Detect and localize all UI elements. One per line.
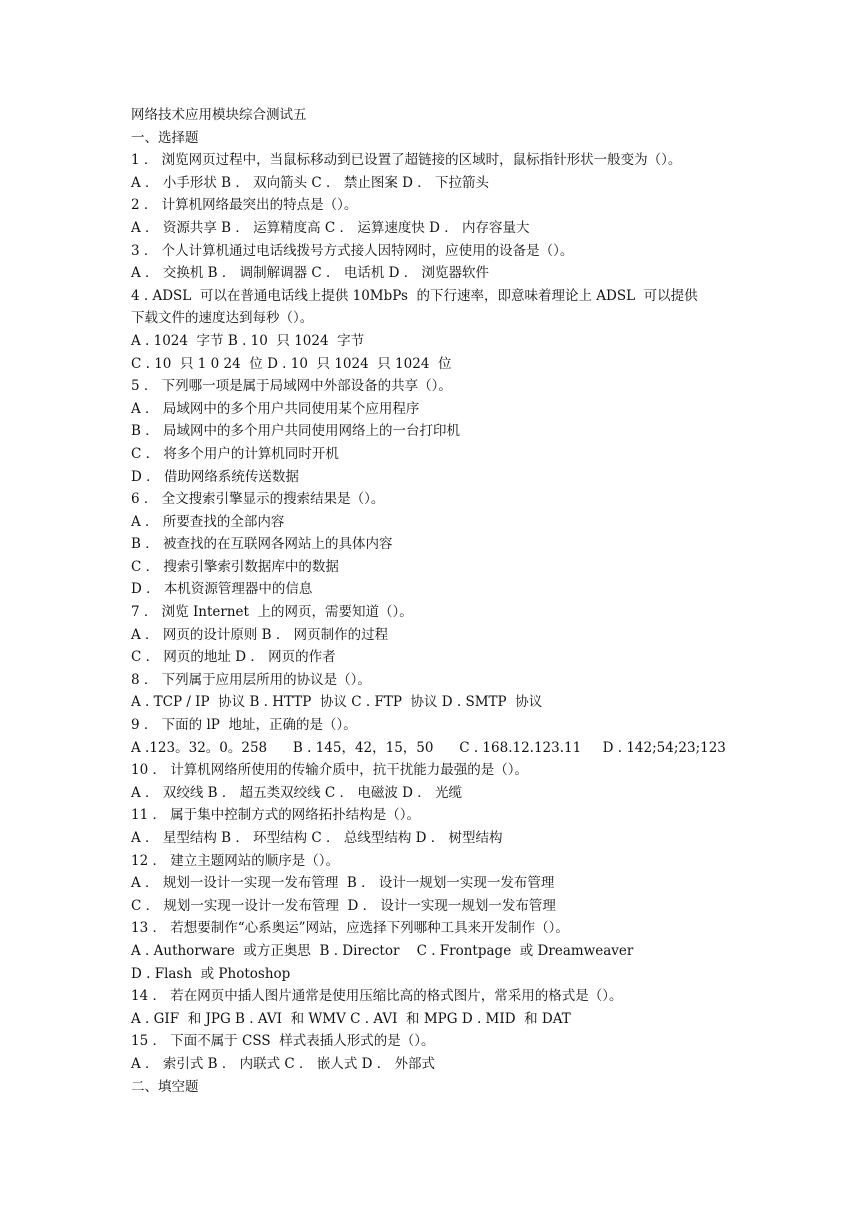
text-line: A . GIF 和 JPG B . AVI 和 WMV C . AVI 和 MPG D . MID 和 DAT [131, 1010, 571, 1027]
text-line: 二、填空题 [131, 1078, 199, 1095]
text-line: A ． 所要查找的全部内容 [131, 513, 285, 530]
text-line: C . 10 只 1 0 24 位 D . 10 只 1024 只 1024 位 [131, 355, 452, 372]
text-line: 5 ． 下列哪一项是属于局域网中外部设备的共享（）。 [131, 378, 452, 395]
text-line: 1 ． 浏览网页过程中，当鼠标移动到已设置了超链接的区域时，鼠标指针形状一般变为（）。 [131, 152, 682, 169]
text-line: 网络技术应用模块综合测试五 [131, 107, 307, 123]
text-line: C ． 网页的地址 D ． 网页的作者 [131, 649, 336, 666]
text-line: B ． 被查找的在互联网各网站上的具体内容 [131, 536, 393, 553]
text-line: C ． 规划一实现一设计一发布管理 D ． 设计一实现一规划一发布管理 [131, 897, 556, 914]
text-line: D ． 本机资源管理器中的信息 [131, 581, 313, 598]
text-line: A ． 资源共享 B ． 运算精度高 C ． 运算速度快 D ． 内存容量大 [131, 219, 530, 236]
text-line: 4 . ADSL 可以在普通电话线上提供 10MbPs 的下行速率，即意味着理论上 ADSL 可以提供 [131, 287, 698, 304]
text-line: A ． 双绞线 B ． 超五类双绞线 C ． 电磁波 D ． 光缆 [131, 784, 463, 801]
text-line: A ． 小手形状 B ． 双向箭头 C ． 禁止图案 D ． 下拉箭头 [131, 174, 490, 191]
text-line: 2 ． 计算机网络最突出的特点是（）。 [131, 197, 358, 214]
text-line: 11 ． 属于集中控制方式的网络拓扑结构是（）。 [131, 807, 421, 824]
text-line: C ． 将多个用户的计算机同时开机 [131, 445, 339, 462]
text-line: D ． 借助网络系统传送数据 [131, 468, 299, 485]
text-line: A ． 索引式 B ． 内联式 C ． 嵌人式 D ． 外部式 [131, 1055, 436, 1072]
text-line: A ． 网页的设计原则 B ． 网页制作的过程 [131, 626, 389, 643]
text-line: D . Flash 或 Photoshop [131, 965, 291, 982]
text-line: 下载文件的速度达到每秒（）。 [131, 310, 314, 327]
text-line: A ． 星型结构 B ． 环型结构 C ． 总线型结构 D ． 树型结构 [131, 830, 503, 846]
text-line: 3 ． 个人计算机通过电话线拨号方式接人因特网时，应使用的设备是（）。 [131, 242, 574, 259]
text-line: 8 ． 下列属于应用层所用的协议是（）。 [131, 671, 371, 688]
text-line: A . TCP / IP 协议 B . HTTP 协议 C . FTP 协议 D . SMTP 协议 [131, 694, 543, 711]
text-line: 7 ． 浏览 Internet 上的网页，需要知道（）。 [131, 604, 413, 621]
text-line: A . 1024 字节 B . 10 只 1024 字节 [131, 332, 365, 349]
text-line: 10 ． 计算机网络所使用的传输介质中，抗干扰能力最强的是（）。 [131, 762, 529, 779]
text-line: 14 ． 若在网页中插人图片通常是使用压缩比高的格式图片，常采用的格式是（）。 [131, 988, 623, 1005]
text-line: A ． 规划一设计一实现一发布管理 B ． 设计一规划一实现一发布管理 [131, 875, 555, 892]
text-line: A .123。32。0。258 B . 145，42，15，50 C . 168.12.123.11 D . 142;54;23;123 [131, 739, 726, 756]
text-line: 15 ． 下面不属于 CSS 样式表插人形式的是（）。 [131, 1033, 435, 1050]
text-line: A . Authorware 或方正奥思 B . Director C . Frontpage 或 Dreamweaver [131, 942, 634, 959]
text-line: 一、选择题 [131, 129, 199, 146]
text-line: 9 ． 下面的 lP 地址，正确的是（）。 [131, 717, 357, 734]
text-line: B ． 局域网中的多个用户共同使用网络上的一台打印机 [131, 423, 461, 440]
text-line: 13 ． 若想要制作“心系奥运”网站，应选择下列哪种工具来开发制作（）。 [131, 920, 569, 937]
text-line: 12 ． 建立主题网站的顺序是（）。 [131, 852, 340, 869]
text-line: C ． 搜索引擎索引数据库中的数据 [131, 558, 339, 575]
document-page [131, 104, 751, 1098]
text-line: 6 ． 全文搜索引擎显示的搜索结果是（）。 [131, 491, 385, 508]
text-line: A ． 交换机 B ． 调制解调器 C ． 电话机 D ． 浏览器软件 [131, 265, 490, 282]
text-line: A ． 局域网中的多个用户共同使用某个应用程序 [131, 400, 420, 417]
